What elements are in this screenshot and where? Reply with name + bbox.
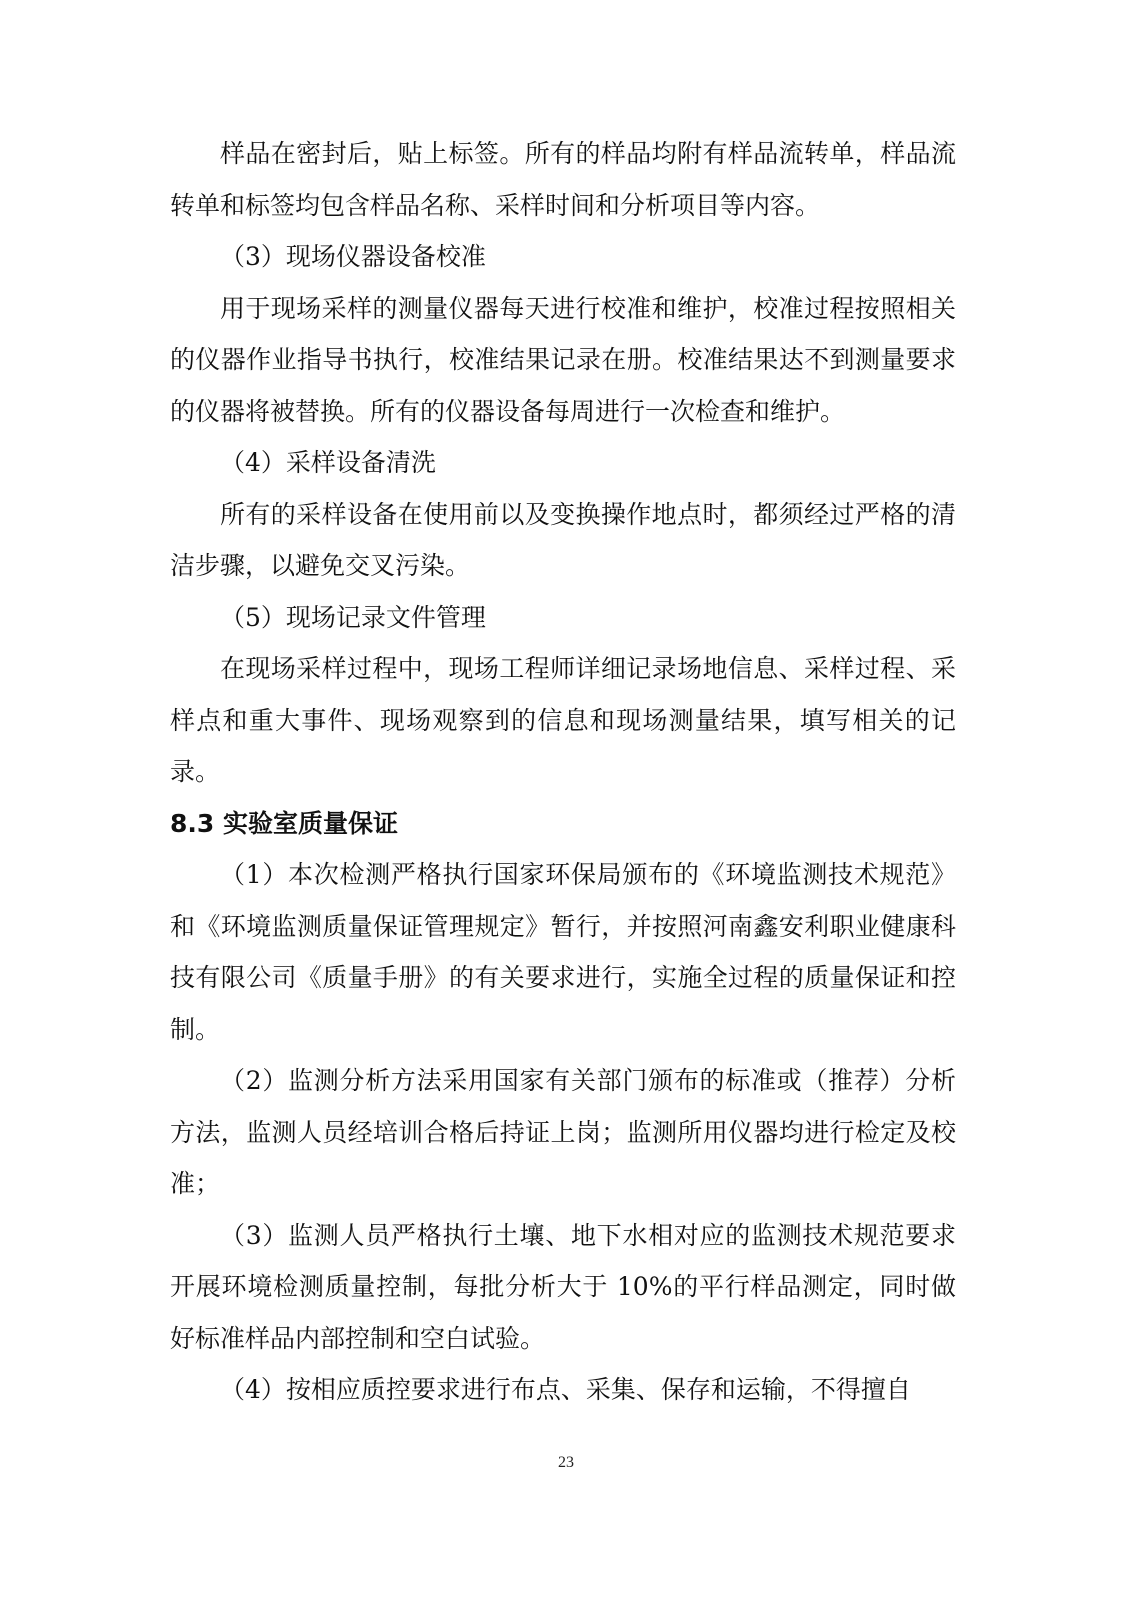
subheading-instrument-calibration: （3）现场仪器设备校准	[220, 242, 486, 271]
list-item: （2）监测分析方法采用国家有关部门颁布的标准或（推荐）分析方法，监测人员经培训合格后持证上岗；监测所用仪器均进行检定及校准；	[170, 1066, 956, 1198]
paragraph-instrument-calibration: 用于现场采样的测量仪器每天进行校准和维护，校准过程按照相关的仪器作业指导书执行，校准结果记录在册。校准结果达不到测量要求的仪器将被替换。所有的仪器设备每周进行一次检查和维护。	[170, 293, 956, 426]
subheading-equipment-cleaning: （4）采样设备清洗	[220, 448, 436, 477]
list-item: （4）按相应质控要求进行布点、采集、保存和运输，不得擅自	[220, 1375, 911, 1404]
list-item: （3）监测人员严格执行土壤、地下水相对应的监测技术规范要求开展环境检测质量控制，每批分析大于 10%的平行样品测定，同时做好标准样品内部控制和空白试验。	[170, 1220, 956, 1353]
list-item: （1）本次检测严格执行国家环保局颁布的《环境监测技术规范》和《环境监测质量保证管理规定》暂行，并按照河南鑫安利职业健康科技有限公司《质量手册》的有关要求进行，实施全过程的质量保证和控制。	[170, 860, 956, 1044]
page-number: 23	[558, 1454, 574, 1471]
page-content	[170, 128, 956, 1416]
subheading-record-management: （5）现场记录文件管理	[220, 602, 486, 632]
paragraph-equipment-cleaning: 所有的采样设备在使用前以及变换操作地点时，都须经过严格的清洁步骤，以避免交叉污染。	[170, 499, 956, 580]
paragraph-record-management: 在现场采样过程中，现场工程师详细记录场地信息、采样过程、采样点和重大事件、现场观察到的信息和现场测量结果，填写相关的记录。	[170, 654, 956, 786]
section-title: 8.3 实验室质量保证	[170, 808, 398, 838]
paragraph-sample-labeling: 样品在密封后，贴上标签。所有的样品均附有样品流转单，样品流转单和标签均包含样品名称、采样时间和分析项目等内容。	[170, 139, 956, 220]
